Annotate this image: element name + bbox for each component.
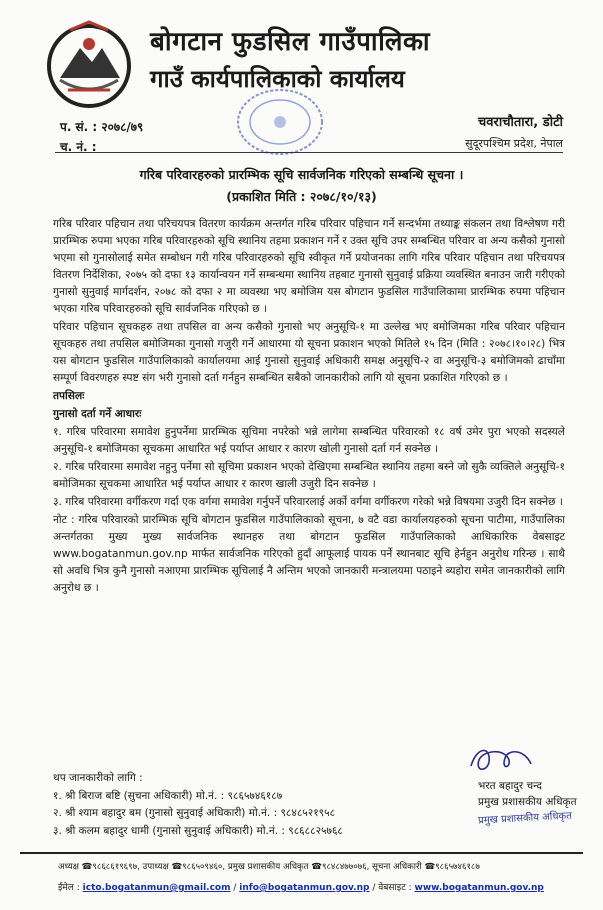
footer-phones: अध्यक्ष ☎९८६८६१९६९७, उपाध्यक्ष ☎९८६५०९४६०, प्रमुख प्रशासकीय अधिकृत ☎९८४८४७७०७६, सूचना अधिकारी ☎९८६५७४६१८७	[58, 862, 480, 872]
dispatch-number: च. नं. :	[60, 140, 97, 154]
notice-body	[53, 216, 565, 598]
email-link-2[interactable]: info@bogatanmun.gov.np	[239, 883, 370, 893]
website-label: वेबसाइट :	[378, 883, 412, 893]
contact-list	[53, 770, 343, 840]
notice-subject: गरिब परिवारहरुको प्रारम्भिक सूचि सार्वजनिक गरिएको सम्बन्धि सूचना ।	[139, 167, 464, 182]
ground-item-3: ३. गरिब परिवारमा वर्गीकरण गर्दा एक वर्गमा समावेश गर्नुपर्ने परिवारलाई अर्को वर्गमा वर्गीकरण गरेको भन्ने विषयमा उजुरी दिन सक्नेछ ।	[53, 496, 563, 508]
email-label: ईमेल :	[58, 883, 80, 893]
published-date: (प्रकाशित मिति : २०७८/१०/१३)	[226, 189, 377, 204]
signatory-title: प्रमुख प्रशासकीय अधिकृत	[478, 796, 577, 808]
email-link-1[interactable]: icto.bogatanmun@gmail.com	[82, 883, 231, 893]
footer-contacts: ईमेल : icto.bogatanmun@gmail.com / info@bogatanmun.gov.np / वेबसाइट : www.bogatanmun.gov.np	[58, 883, 544, 893]
office-seal-stamp	[234, 86, 326, 158]
address-province: सुदूरपश्चिम प्रदेश, नेपाल	[465, 137, 563, 150]
header-divider	[55, 152, 563, 153]
paragraph-1: गरिब परिवार पहिचान तथा परिचयपत्र वितरण कार्यक्रम अन्तर्गत गरिब परिवार पहिचान गर्ने सन्दर्भमा तथ्याङ्क संकलन तथा विश्लेषण गरी प्रारम्भिक रुपमा भएका गरिब परिवारहरुको सूचि स्थानिय तहमा प्रकाशन गर्ने र उक्त सूचि उपर सम्बन्धित परिवार वा अन्य कसैको गुनासो भएमा सो गुनासोलाई समेत सम्बोधन गरी गरिब परिवारहरुको सूचि स्वीकृत गर्ने प्रयोजनका लागि गरिब परिवार पहिचान तथा परिचयपत्र वितरण निर्देशिका, २०७५ को दफा १३ कार्यान्वयन गर्ने सम्बन्धमा स्थानिय तहबाट गुनासो सुनुवाई प्रक्रिया व्यवस्थित बनाउन जारी गरीएको गुनासो सुनुवाई मार्गदर्शन, २०७८ को दफा २ मा व्यवस्था भए बमोजिम यस बोगटान फुडसिल गाउँपालिकामा प्रारम्भिक रुपमा पहिचान भएका गरिब परिवारहरुको सूचि सार्वजनिक गरिएको छ ।	[53, 218, 565, 315]
paragraph-2: परिवार पहिचान सूचकहरु तथा तपसिल वा अन्य कसैको गुनासो भए अनुसूचि-१ मा उल्लेख भए बमोजिमका गरिब परिवार पहिचान सूचकहरु तथा तपसिल बमोजिमका गुनासो गजुरी गर्ने आधारमा यो सूचना प्रकाशन भएको मितिले १५ दिन (मिति : २०७८।१०।२८) भित्र यस बोगटान फुडसिल गाउँपालिकाको कार्यालयमा आई गुनासो सुनुवाई अधिकारी समक्ष अनुसूचि-२ वा अनुसूचि-३ बमोजिमको ढाचाँमा सम्पूर्ण विवरणहरु स्पष्ट संग भरी गुनासो दर्ता गर्नहुन सम्बन्धित सबैको जानकारीको लागि यो सूचना प्रकाशित गरिएको छ ।	[53, 321, 565, 384]
website-link[interactable]: www.bogatanmun.gov.np	[414, 883, 544, 893]
designation-stamp: प्रमुख प्रशासकीय अधिकृत	[477, 810, 573, 827]
contacts-heading: थप जानकारीको लागि :	[53, 772, 143, 784]
handwritten-signature	[465, 742, 537, 776]
note-paragraph: नोट : गरिब परिवारको प्रारम्भिक सूचि बोगटान फुडसिल गाउँपालिकाको सूचना, ७ वटै वडा कार्यालयहरुको सूचना पाटीमा, गाउँपालिका अन्तर्गतका मुख्य मुख्य सार्वजनिक स्थानहरु तथा बोगटान फुडसिल गाउँपालिकाको आधिकारिक वेबसाइट www.bogatanmun.gov.np मार्फत सार्वजनिक गरिएको हुदाँ आफूलाई पायक पर्ने स्थानबाट सूचि हेर्नहुन अनुरोध गरिन्छ । साथै सो अवधि भित्र कुनै गुनासो नआएमा प्रारम्भिक सूचिलाई नै अन्तिम भएको जानकारी मन्त्रालयमा पठाइने ब्यहोरा समेत जानकारीको लागि अनुरोध छ ।	[53, 514, 565, 594]
address-place: चवराचौतारा, डोटी	[478, 115, 563, 130]
signatory-block	[478, 778, 577, 810]
contact-item: ३. श्री कलम बहादुर धामी (गुनासो सुनुवाई अधिकारी) मो.नं. : ९८६८८२५७६८	[53, 824, 343, 837]
office-title: गाउँ कार्यपालिकाको कार्यालय	[150, 65, 405, 93]
signatory-name: भरत बहादुर चन्द	[478, 780, 542, 792]
municipality-title: बोगटान फुडसिल गाउँपालिका	[150, 27, 431, 57]
reference-number: प. सं. : २०७८/७९	[60, 120, 144, 134]
footer-divider	[20, 852, 583, 854]
ground-item-1: १. गरिब परिवारमा समावेश हुनुपर्नेमा प्रारम्भिक सूचिमा नपरेको भन्ने लागेमा सम्बन्धित परिवारको १८ वर्ष उमेर पुरा भएको सदस्यले अनुसूचि-१ बमोजिमका सूचकमा आधारित भई पर्याप्त आधार र कारण खोली गुनासो दर्ता गर्न सक्नेछ ।	[53, 426, 565, 455]
ground-item-2: २. गरिब परिवारमा समावेश नहुनु पर्नेमा सो सूचिमा प्रकाशन भएको देखिएमा सम्बन्धित स्थानिय तहमा बस्ने जो सुकै व्यक्तिले अनुसूचि-१ बमोजिमका सूचकमा आधारित भई पर्याप्त आधार र कारण खाली उजुरी दिन सक्नेछ ।	[53, 461, 565, 490]
nepal-emblem-logo	[40, 18, 138, 108]
contact-item: २. श्री श्याम बहादुर बम (गुनासो सुनुवाई अधिकारी) मो.नं. : ९८४८५२१९५८	[53, 807, 336, 819]
tapsil-heading: तपसिलः	[53, 390, 85, 402]
contact-item: १. श्री बिराज बष्टि (सुचना अधिकारी) मो.नं. : ९८६५७४६१८७	[53, 789, 283, 802]
grounds-heading: गुनासो दर्ता गर्ने आधारः	[53, 408, 142, 420]
